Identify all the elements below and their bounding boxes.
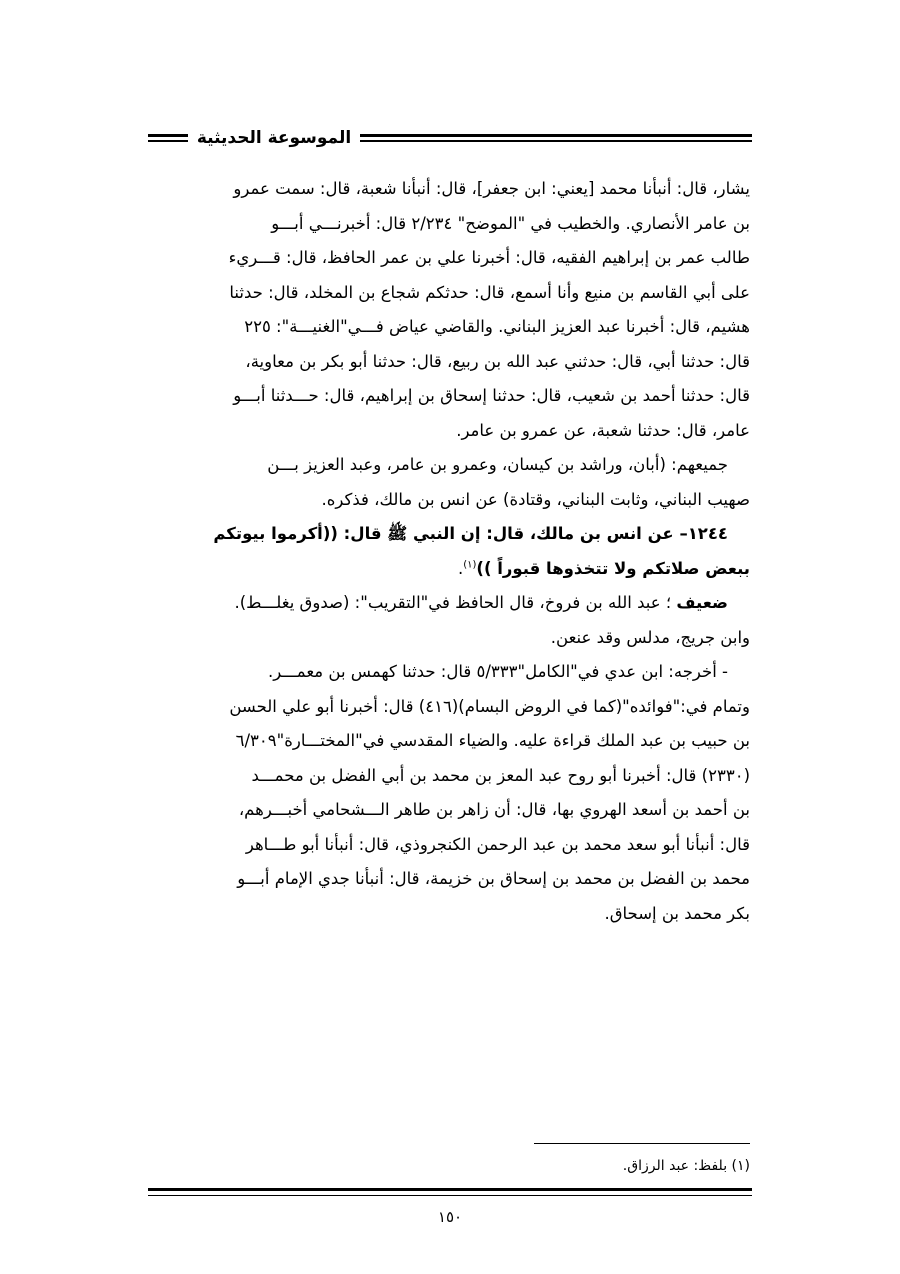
grading-text: ؛ عبد الله بن فروخ، قال الحافظ في"التقريب": (صدوق يغلـــط). [234, 593, 677, 612]
summary-line: صهيب البناني، وثابت البناني، وقتادة) عن انس بن مالك، فذكره. [321, 489, 750, 509]
text-line: بن عامر الأنصاري. والخطيب في "الموضح" ٢/٢٣٤ قال: أخبرنـــي أبـــو [271, 213, 750, 233]
takhrij-line: وتمام في:"فوائده"(كما في الروض البسام)(٤١٦) قال: أخبرنا أبو علي الحسن [229, 696, 750, 716]
takhrij-line: بن أحمد بن أسعد الهروي بها، قال: أن زاهر بن طاهر الـــشحامي أخبـــرهم، [238, 800, 750, 819]
grading-line [150, 586, 750, 621]
header-rule-right [360, 134, 752, 142]
text-line: قال: حدثنا أحمد بن شعيب، قال: حدثنا إسحاق بن إبراهيم، قال: حـــدثنا أبـــو [233, 386, 750, 405]
takhrij-line: قال: أنبأنا أبو سعد محمد بن عبد الرحمن الكنجروذي، قال: أنبأنا أبو طـــاهر [245, 834, 750, 854]
text-line: هشيم، قال: أخبرنا عبد العزيز البناني. والقاضي عياض فـــي"الغنيـــة": ٢٢٥ [244, 317, 750, 336]
grading-line: وابن جريج، مدلس وقد عنعن. [550, 627, 750, 647]
text-line: على أبي القاسم بن منيع وأنا أسمع، قال: حدثكم شجاع بن المخلد، قال: حدثنا [229, 282, 750, 302]
header-rule-left [148, 134, 188, 142]
footnote-reference: (١) [463, 559, 477, 570]
footnote-separator [534, 1143, 750, 1144]
text-line: يشار، قال: أنبأنا محمد [يعني: ابن جعفر]، قال: أنبأنا شعبة، قال: سمت عمرو [233, 179, 750, 198]
hadith-text: ببعض صلاتكم ولا تتخذوها قبوراً )) [476, 558, 750, 578]
text-line: قال: حدثنا أبي، قال: حدثني عبد الله بن ربيع، قال: حدثنا أبو بكر بن معاوية، [245, 351, 750, 371]
takhrij-line: محمد بن الفضل بن محمد بن إسحاق بن خزيمة، قال: أنبأنا جدي الإمام أبـــو [237, 869, 750, 888]
hadith-line: ١٢٤٤– عن انس بن مالك، قال: إن النبي ﷺ قال: ((أكرموا بيوتكم [213, 524, 728, 543]
summary-line: جميعهم: (أبان، وراشد بن كيسان، وعمرو بن عامر، وعبد العزيز بـــن [267, 455, 728, 474]
takhrij-line: بن حبيب بن عبد الملك قراءة عليه. والضياء المقدسي في"المختـــارة"٦/٣٠٩ [235, 731, 750, 750]
page-header [148, 124, 752, 152]
page-number: ١٥٠ [437, 1208, 463, 1226]
text-line: عامر، قال: حدثنا شعبة، عن عمرو بن عامر. [456, 420, 750, 440]
footer-rule [148, 1188, 752, 1196]
takhrij-line: (٢٣٣٠) قال: أخبرنا أبو روح عبد المعز بن محمد بن أبي الفضل بن محمـــد [251, 765, 750, 785]
grading-label: ضعيف [676, 593, 728, 612]
body-text [150, 172, 750, 931]
footnote: (١) بلفظ: عبد الرزاق. [622, 1158, 750, 1174]
hadith-line [150, 552, 750, 587]
takhrij-line: بكر محمد بن إسحاق. [604, 903, 750, 923]
hadith-end: . [457, 558, 464, 578]
text-line: طالب عمر بن إبراهيم الفقيه، قال: أخبرنا علي بن عمر الحافظ، قال: قـــريء [228, 248, 750, 267]
takhrij-line: - أخرجه: ابن عدي في"الكامل"٥/٣٣٣ قال: حدثنا كهمس بن معمـــر. [267, 662, 728, 681]
header-title: الموسوعة الحديثية [196, 128, 352, 148]
